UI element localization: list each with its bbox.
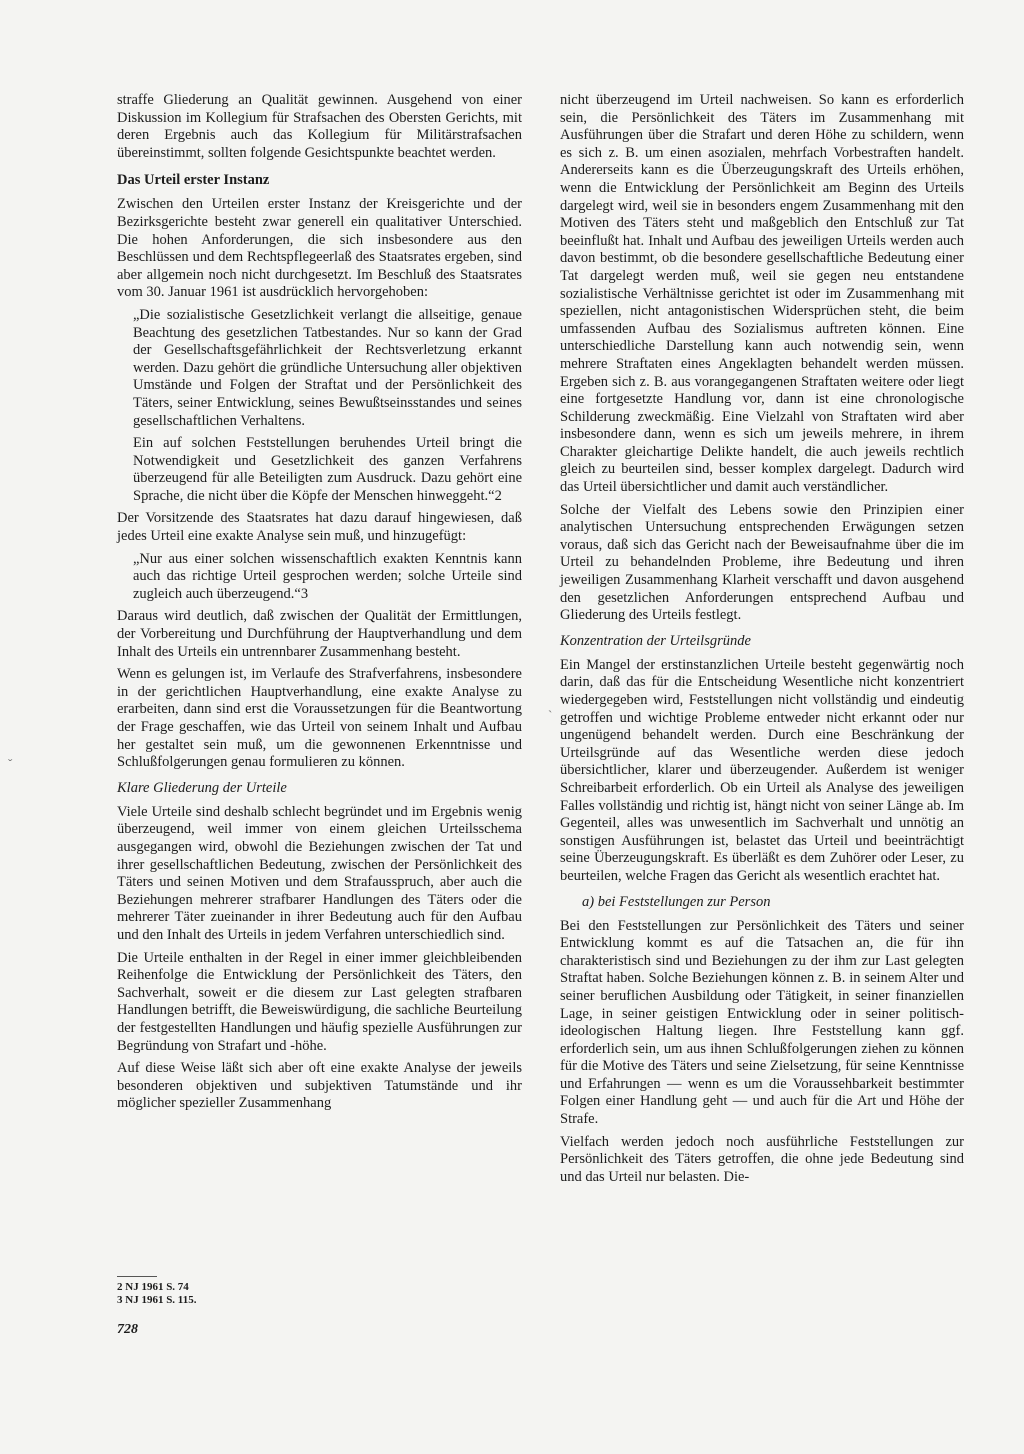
section-heading: Konzentration der Urteilsgründe [560, 632, 751, 649]
quote-paragraph: „Nur aus einer solchen wissenschaftlich exakten Kenntnis kann auch das richtige Urteil gesprochen werden; solche Urteile sind zugleich auch überzeugend.“3 [133, 550, 522, 602]
paragraph: Ein Mangel der erstinstanzlichen Urteile besteht gegenwärtig noch darin, daß das für die Entscheidung Wesentliche nicht konzentriert wiedergegeben wird, Feststellungen nicht vollständig und eindeutig getroffen und wichtige Probleme entweder nicht erkannt oder nur ungenügend behandelt werden. Durch eine Beschränkung der Urteilsgründe auf das Wesentliche werden diese jedoch übersichtlicher, klarer und überzeugender. Außerdem ist weniger Schreibarbeit erforderlich. Ob ein Urteil als Analyse des jeweiligen Falles vollständig und richtig ist, hängt nicht von seiner Länge ab. Im Gegenteil, alles was unwesentlich im Sachverhalt und unnötig an sonstigen Ausführungen ist, belastet das Urteil und beeinträchtigt seine Überzeugungskraft. Es überläßt es dem Zuhörer oder Leser, zu beurteilen, welche Fragen das Gericht als wesentlich erachtet hat. [560, 656, 964, 884]
paragraph: Vielfach werden jedoch noch ausführliche Feststellungen zur Persönlichkeit des Täters getroffen, die ohne jede Bedeutung sind und das Urteil nur belasten. Die- [560, 1133, 964, 1185]
paragraph: Der Vorsitzende des Staatsrates hat dazu darauf hingewiesen, daß jedes Urteil eine exakte Analyse sein muß, und hinzugefügt: [117, 510, 522, 545]
margin-mark-icon: ˏ [548, 698, 553, 713]
paragraph: Wenn es gelungen ist, im Verlaufe des Strafverfahrens, insbesondere in der gerichtlichen Hauptverhandlung, eine exakte Analyse zu erarbeiten, dann sind erst die Voraussetzungen für die Beantwortung der Frage geschaffen, wie das Urteil von seinem Inhalt und Aufbau her gestaltet sein muß, um die gewonnenen Erkenntnisse und Schlußfolgerungen genau formulieren zu können. [117, 666, 522, 771]
paragraph: Daraus wird deutlich, daß zwischen der Qualität der Ermittlungen, der Vorbereitung und Durchführung der Hauptverhandlung und dem Inhalt des Urteils ein untrennbarer Zusammenhang besteht. [117, 608, 522, 660]
right-column [560, 92, 964, 1191]
section-heading: Das Urteil erster Instanz [117, 172, 270, 189]
paragraph: Auf diese Weise läßt sich aber oft eine exakte Analyse der jeweils besonderen objektiven und subjektiven Tatumstände und ihr möglicher spezieller Zusammenhang [117, 1060, 522, 1112]
paragraph: nicht überzeugend im Urteil nachweisen. So kann es erforderlich sein, die Persönlichkeit des Täters im Zusammenhang mit Ausführungen über die Strafart und deren Höhe zu schildern, wenn es sich z. B. um einen asozialen, mehrfach Vorbestraften handelt. Andererseits kann es die Überzeugungskraft des Urteils erhöhen, wenn die Entwicklung der Persönlichkeit am Beginn des Urteils dargelegt wird, weil sie in besonders engem Zusammenhang mit den Motiven des Täters steht und maßgeblich den Entschluß zur Tat beeinflußt hat. Inhalt und Aufbau des jeweiligen Urteils werden auch davon bestimmt, ob die besondere gesellschaftliche Bedeutung einer Tat dargelegt werden muß, weil sie gegen neu entstandene sozialistische Verhältnisse gerichtet ist oder im Zusammenhang mit speziellen, nicht antagonistischen Widersprüchen steht, die beim umfassenden Aufbau des Sozialismus auftreten können. Eine unterschiedliche Darstellung kann auch notwendig sein, wenn mehrere Straftaten eines Angeklagten behandelt werden müssen. Ergeben sich z. B. aus vorangegangenen Straftaten weitere oder liegt eine fortgesetzte Handlung vor, dann ist eine chronologische Schilderung zweckmäßig. Eine Vielzahl von Straftaten wird aber insbesondere dann, wenn es sich um jeweils mehrere, in ihrem Charakter gleichartige Delikte handelt, die auch jeweils rechtlich gleich zu beurteilen sind, besser komplex dargelegt. Dadurch wird das Urteil übersichtlicher und damit auch verständlicher. [560, 92, 964, 496]
paragraph: Solche der Vielfalt des Lebens sowie den Prinzipien einer analytischen Untersuchung entsprechenden Erwägungen setzen voraus, daß sich das Gericht nach der Beweisaufnahme über die im Urteil zu behandelnden Probleme, ihre Bedeutung und ihren jeweiligen Zusammenhang Klarheit verschafft und davon ausgehend den gesetzlichen Anforderungen entsprechend Aufbau und Gliederung des Urteils festlegt. [560, 501, 964, 624]
section-heading: Klare Gliederung der Urteile [117, 779, 287, 796]
paragraph: straffe Gliederung an Qualität gewinnen. Ausgehend von einer Diskussion im Kollegium für Strafsachen des Obersten Gerichts, mit deren Ergebnis auch das Kollegium für Militärstrafsachen übereinstimmt, sollten folgende Gesichtspunkte beachtet werden. [117, 92, 522, 161]
paragraph: Viele Urteile sind deshalb schlecht begründet und im Ergebnis wenig überzeugend, weil immer von einem gleichen Urteilsschema ausgegangen wird, obwohl die Beziehungen zwischen der Tat und ihrer gesellschaftlichen Bedeutung, zwischen der Persönlichkeit des Täters und seinen Motiven und dem Strafausspruch, aber auch die Beziehungen mehrerer strafbarer Handlungen des Täters oder die mehrerer Täter zueinander in ihrer Bedeutung auch für den Aufbau und den Inhalt des Urteils in jedem Verfahren unterschiedlich sind. [117, 803, 522, 943]
quote-paragraph: „Die sozialistische Gesetzlichkeit verlangt die allseitige, genaue Beachtung des gesetzlichen Tatbestandes. Nur so kann der Grad der Gesellschaftsgefährlichkeit der Rechtsverletzung erkannt werden. Dazu gehört die gründliche Untersuchung aller objektiven Umstände und Folgen der Straftat und der Persönlichkeit des Täters, seiner Entwicklung, seines Bewußtseinsstandes und seines gesellschaftlichen Verhaltens. [133, 306, 522, 429]
subsection-heading: a) bei Feststellungen zur Person [582, 893, 771, 910]
quote-paragraph: Ein auf solchen Feststellungen beruhendes Urteil bringt die Notwendigkeit und Gesetzlichkeit des ganzen Verfahrens überzeugend für alle Beteiligten zum Ausdruck. Dazu gehört eine Sprache, die nicht über die Köpfe der Menschen hinweggeht.“2 [133, 435, 522, 504]
page-number: 728 [117, 1322, 138, 1337]
footnotes [117, 1276, 417, 1307]
footnote: 3 NJ 1961 S. 115. [117, 1294, 197, 1306]
footnote: 2 NJ 1961 S. 74 [117, 1281, 189, 1293]
paragraph: Zwischen den Urteilen erster Instanz der Kreisgerichte und der Bezirksgerichte besteht zwar generell ein qualitativer Unterschied. Die hohen Anforderungen, die sich insbesondere aus den Beschlüssen und dem Rechtspflegeerlaß des Staatsrates ergeben, sind aber allgemein noch nicht durchgesetzt. Im Beschluß des Staatsrates vom 30. Januar 1961 ist ausdrücklich hervorgehoben: [117, 196, 522, 301]
left-column [117, 92, 522, 1118]
footnote-divider [117, 1276, 157, 1277]
paragraph: Bei den Feststellungen zur Persönlichkeit des Täters und seiner Entwicklung kommt es auf die Tatsachen an, die für ihn charakteristisch sind und Beziehungen zu der ihm zur Last gelegten Straftat haben. Solche Beziehungen können z. B. in seinem Alter und seiner beruflichen Ausbildung oder Tätigkeit, in seiner finanziellen Lage, in seiner geistigen Entwicklung oder in seiner politisch-ideologischen Haltung liegen. Ihre Feststellung kann ggf. erforderlich sein, um aus ihnen Schlußfolgerungen ziehen zu können für die Motive des Täters und seine Zielsetzung, für seine Kenntnisse und Erfahrungen — wenn es um die Voraussehbarkeit bestimmter Folgen einer Handlung geht — und auch für die Art und Höhe der Strafe. [560, 917, 964, 1128]
paragraph: Die Urteile enthalten in der Regel in einer immer gleichbleibenden Reihenfolge die Entwicklung der Persönlichkeit des Täters, den Sachverhalt, soweit er die diesem zur Last gelegten strafbaren Handlungen betrifft, die Beweiswürdigung, die sachliche Beurteilung der festgestellten Handlungen und häufig spezielle Ausführungen zur Begründung von Strafart und -höhe. [117, 949, 522, 1054]
margin-mark-icon: ˇ [8, 756, 13, 771]
